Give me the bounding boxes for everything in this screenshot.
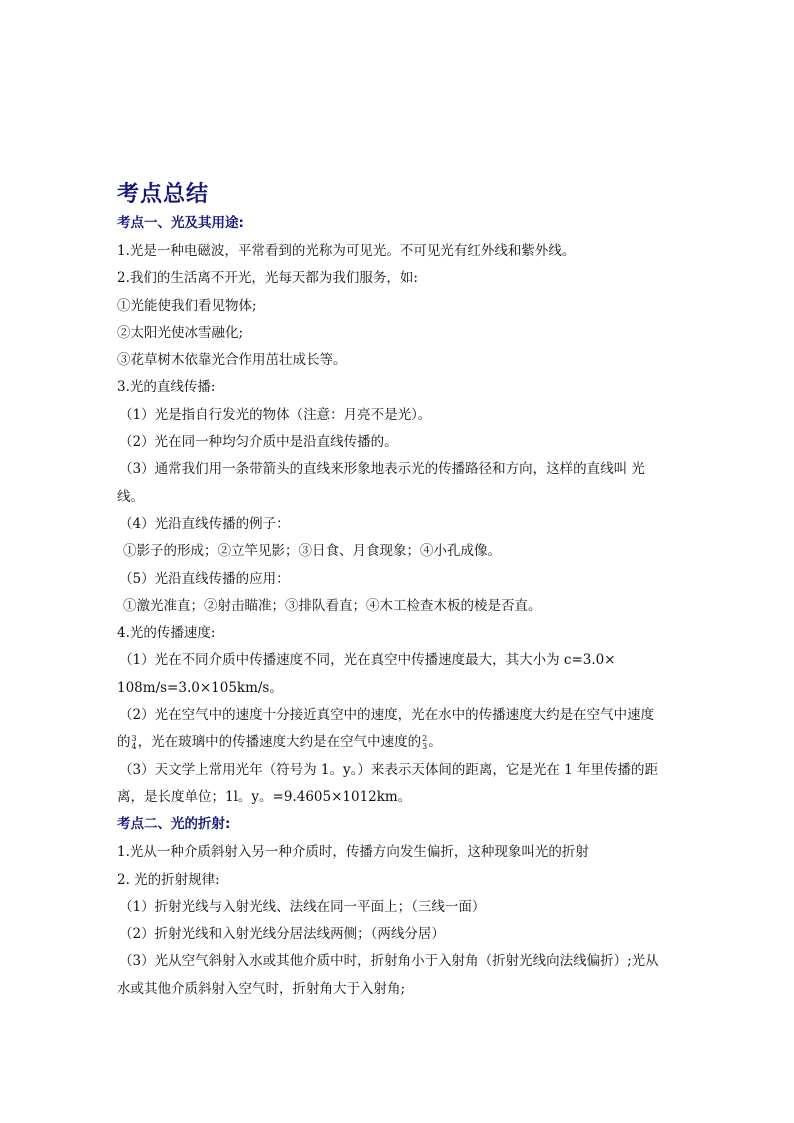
sub-item: （2）光在空气中的速度十分接近真空中的速度，光在水中的传播速度大约是在空气中速度	[119, 707, 655, 724]
fraction-three-quarters	[132, 735, 137, 751]
fraction-denominator: 4	[131, 741, 137, 751]
paragraph-2: 2.我们的生活离不开光，光每天都为我们服务，如:	[117, 270, 418, 287]
sub-item: （5）光沿直线传播的应用：	[119, 570, 290, 587]
sub-item-continuation: 108m/s=3.0×105km/s。	[117, 679, 283, 696]
paragraph-4: 4.光的传播速度:	[117, 625, 216, 642]
document-page	[117, 180, 683, 1003]
sub-item: （4）光沿直线传播的例子：	[119, 515, 290, 532]
page-title: 考点总结	[117, 182, 210, 207]
paragraph-1: 1.光是一种电磁波，平常看到的光称为可见光。不可见光有红外线和紫外线。	[117, 243, 576, 259]
sub-item: （1）光是指自行发光的物体（注意：月亮不是光）。	[119, 406, 432, 423]
fraction-numerator: 2	[422, 733, 428, 743]
sub-item: （3）光从空气斜射入水或其他介质中时，折射角小于入射角（折射光线向法线偏折）;光从	[119, 953, 659, 970]
sub-item: （2）折射光线和入射光线分居法线两侧；（两线分居）	[119, 926, 445, 943]
example-list: ①影子的形成；②立竿见影；③日食、月食现象；④小孔成像。	[123, 543, 501, 560]
sub-item-continuation-with-fractions	[117, 729, 683, 756]
sub-item: （3）通常我们用一条带箭头的直线来形象地表示光的传播路径和方向，这样的直线叫 光	[119, 461, 645, 478]
sub-item-continuation: 离，是长度单位；1l。y。=9.4605×1012km。	[117, 788, 412, 805]
section-heading-2: 考点二、光的折射:	[117, 816, 231, 833]
paragraph-1: 1.光从一种介质斜射入另一种介质时，传播方向发生偏折，这种现象叫光的折射	[117, 844, 589, 861]
sub-item-continuation: 水或其他介质斜射入空气时，折射角大于入射角;	[117, 980, 406, 997]
sub-item: （1）光在不同介质中传播速度不同，光在真空中传播速度最大，其大小为 c=3.0×	[119, 652, 616, 669]
sub-item-continuation: 线。	[117, 488, 144, 505]
text-fragment: ，光在玻璃中的传播速度大约是在空气中速度的	[137, 734, 422, 751]
text-fragment: 。	[428, 734, 442, 751]
section-heading-1: 考点一、光及其用途:	[117, 215, 244, 231]
paragraph-3: 3.光的直线传播:	[117, 379, 216, 396]
list-item: ②太阳光使冰雪融化;	[117, 324, 244, 341]
sub-item: （2）光在同一种均匀介质中是沿直线传播的。	[119, 434, 398, 451]
paragraph-2: 2. 光的折射规律:	[117, 871, 220, 888]
fraction-two-thirds	[422, 735, 427, 751]
application-list: ①激光准直；②射击瞄准；③排队看直；④木工检查木板的棱是否直。	[123, 597, 542, 614]
list-item: ③花草树木依靠光合作用茁壮成长等。	[117, 352, 347, 369]
sub-item: （3）天文学上常用光年（符号为 1。y。）来表示天体间的距离，它是光在 1 年里传播的距	[119, 761, 659, 778]
sub-item: （1）折射光线与入射光线、法线在同一平面上；（三线一面）	[119, 898, 486, 915]
list-item: ①光能使我们看见物体;	[117, 297, 257, 314]
fraction-denominator: 3	[422, 741, 428, 751]
text-fragment: 的	[117, 734, 131, 751]
fraction-numerator: 3	[131, 733, 137, 743]
